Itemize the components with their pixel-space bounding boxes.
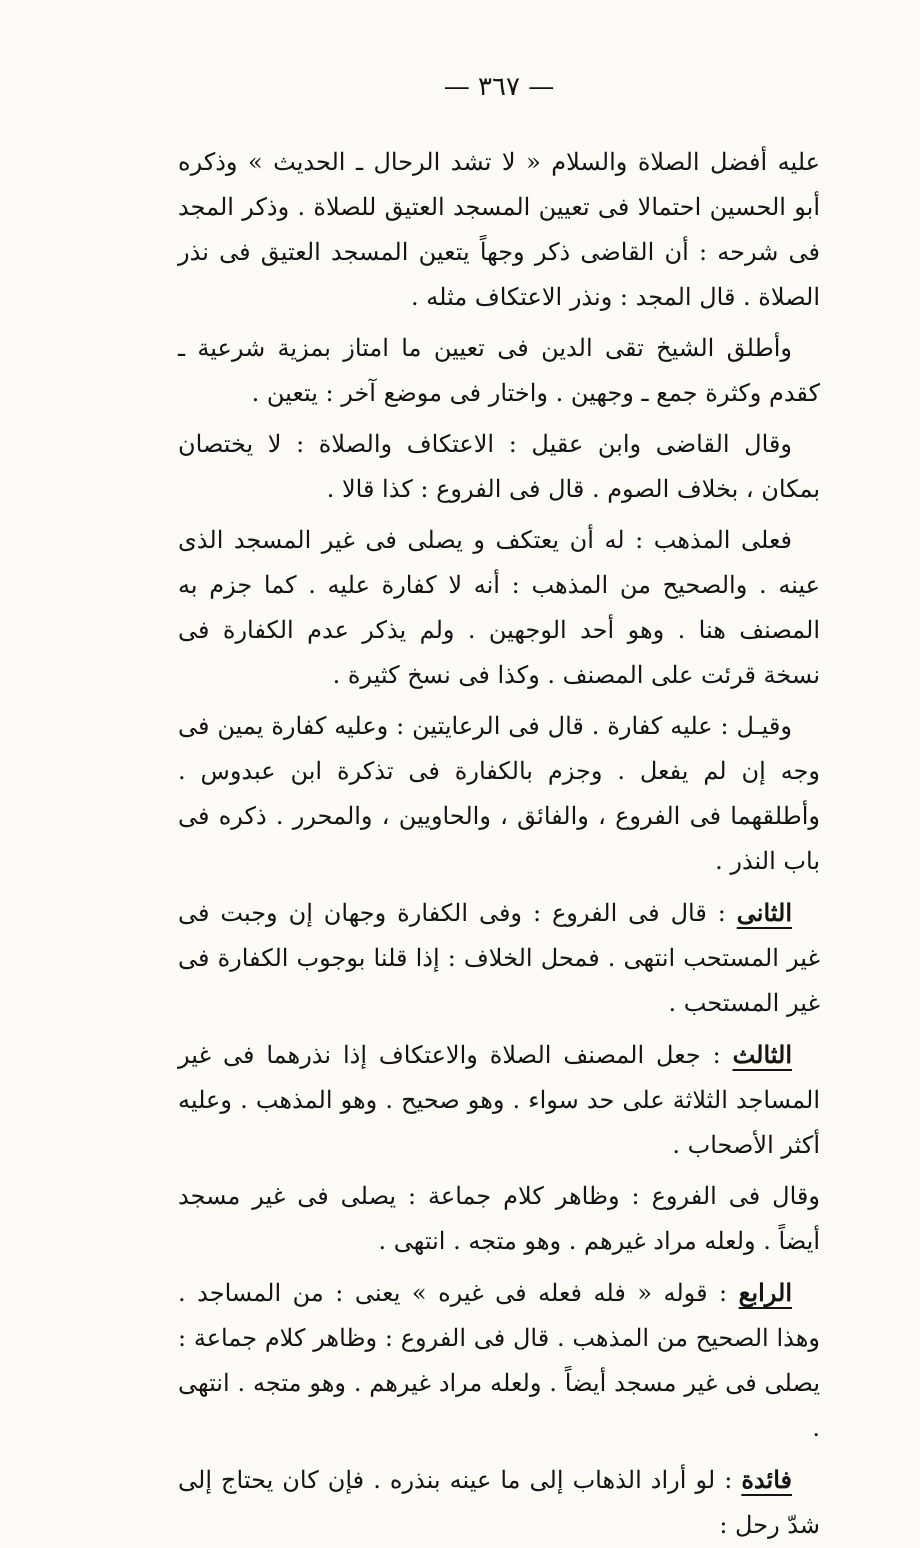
- paragraph-9: [178, 1270, 820, 1451]
- paragraph-text: وقال فى الفروع : وظاهر كلام جماعة : يصلى فى غير مسجد أيضاً . ولعله مراد غيرهم . وهو متجه . انتهى .: [178, 1182, 820, 1255]
- section-heading-fourth: الرابع: [738, 1278, 792, 1307]
- section-heading-third: الثالث: [732, 1040, 792, 1069]
- paragraph-text: : قال فى الفروع : وفى الكفارة وجهان إن وجبت فى غير المستحب انتهى . فمحل الخلاف : إذا قلنا بوجوب الكفارة فى غير المستحب .: [178, 899, 820, 1017]
- paragraph-text: عليه أفضل الصلاة والسلام « لا تشد الرحال ـ الحديث » وذكره أبو الحسين احتمالا فى تعيين المسجد العتيق للصلاة . وذكر المجد فى شرحه : أن القاضى ذكر وجهاً يتعين المسجد العتيق فى نذر الصلاة . قال المجد : ونذر الاعتكاف مثله .: [178, 148, 820, 311]
- paragraph-text: : جعل المصنف الصلاة والاعتكاف إذا نذرهما فى غير المساجد الثلاثة على حد سواء . وهو صحيح . وهو المذهب . وعليه أكثر الأصحاب .: [178, 1041, 820, 1159]
- paragraph-10: [178, 1457, 820, 1548]
- section-heading-second: الثانى: [736, 898, 792, 927]
- paragraph-8: [178, 1174, 820, 1264]
- paragraph-text: : قوله « فله فعله فى غيره » يعنى : من المساجد . وهذا الصحيح من المذهب . قال فى الفروع : وظاهر كلام جماعة : يصلى فى غير مسجد أيضاً . ولعله مراد غيرهم . وهو متجه . انتهى .: [178, 1279, 820, 1442]
- paragraph-4: [178, 518, 820, 698]
- section-heading-note: فائدة: [741, 1465, 792, 1494]
- paragraph-text: : لو أراد الذهاب إلى ما عينه بنذره . فإن كان يحتاج إلى شدّ رحل :: [178, 1466, 820, 1539]
- paragraph-1: [178, 140, 820, 320]
- paragraph-2: [178, 326, 820, 416]
- paragraph-text: وأطلق الشيخ تقى الدين فى تعيين ما امتاز بمزية شرعية ـ كقدم وكثرة جمع ـ وجهين . واختار فى موضع آخر : يتعين .: [178, 334, 820, 407]
- paragraph-text: وقيـل : عليه كفارة . قال فى الرعايتين : وعليه كفارة يمين فى وجه إن لم يفعل . وجزم بالكفارة فى تذكرة ابن عبدوس . وأطلقهما فى الفروع ، والفائق ، والحاويين ، والمحرر . ذكره فى باب النذر .: [178, 712, 821, 875]
- paragraph-7: [178, 1032, 820, 1168]
- paragraph-6: [178, 890, 820, 1026]
- paragraph-text: وقال القاضى وابن عقيل : الاعتكاف والصلاة : لا يختصان بمكان ، بخلاف الصوم . قال فى الفروع : كذا قالا .: [178, 430, 820, 503]
- page-number: — ٣٦٧ —: [443, 72, 555, 102]
- paragraph-3: [178, 422, 820, 512]
- paragraph-5: [178, 704, 820, 884]
- paragraph-text: فعلى المذهب : له أن يعتكف و يصلى فى غير المسجد الذى عينه . والصحيح من المذهب : أنه لا كفارة عليه . كما جزم به المصنف هنا . وهو أحد الوجهين . ولم يذكر عدم الكفارة فى نسخة قرئت على المصنف . وكذا فى نسخ كثيرة .: [178, 526, 820, 689]
